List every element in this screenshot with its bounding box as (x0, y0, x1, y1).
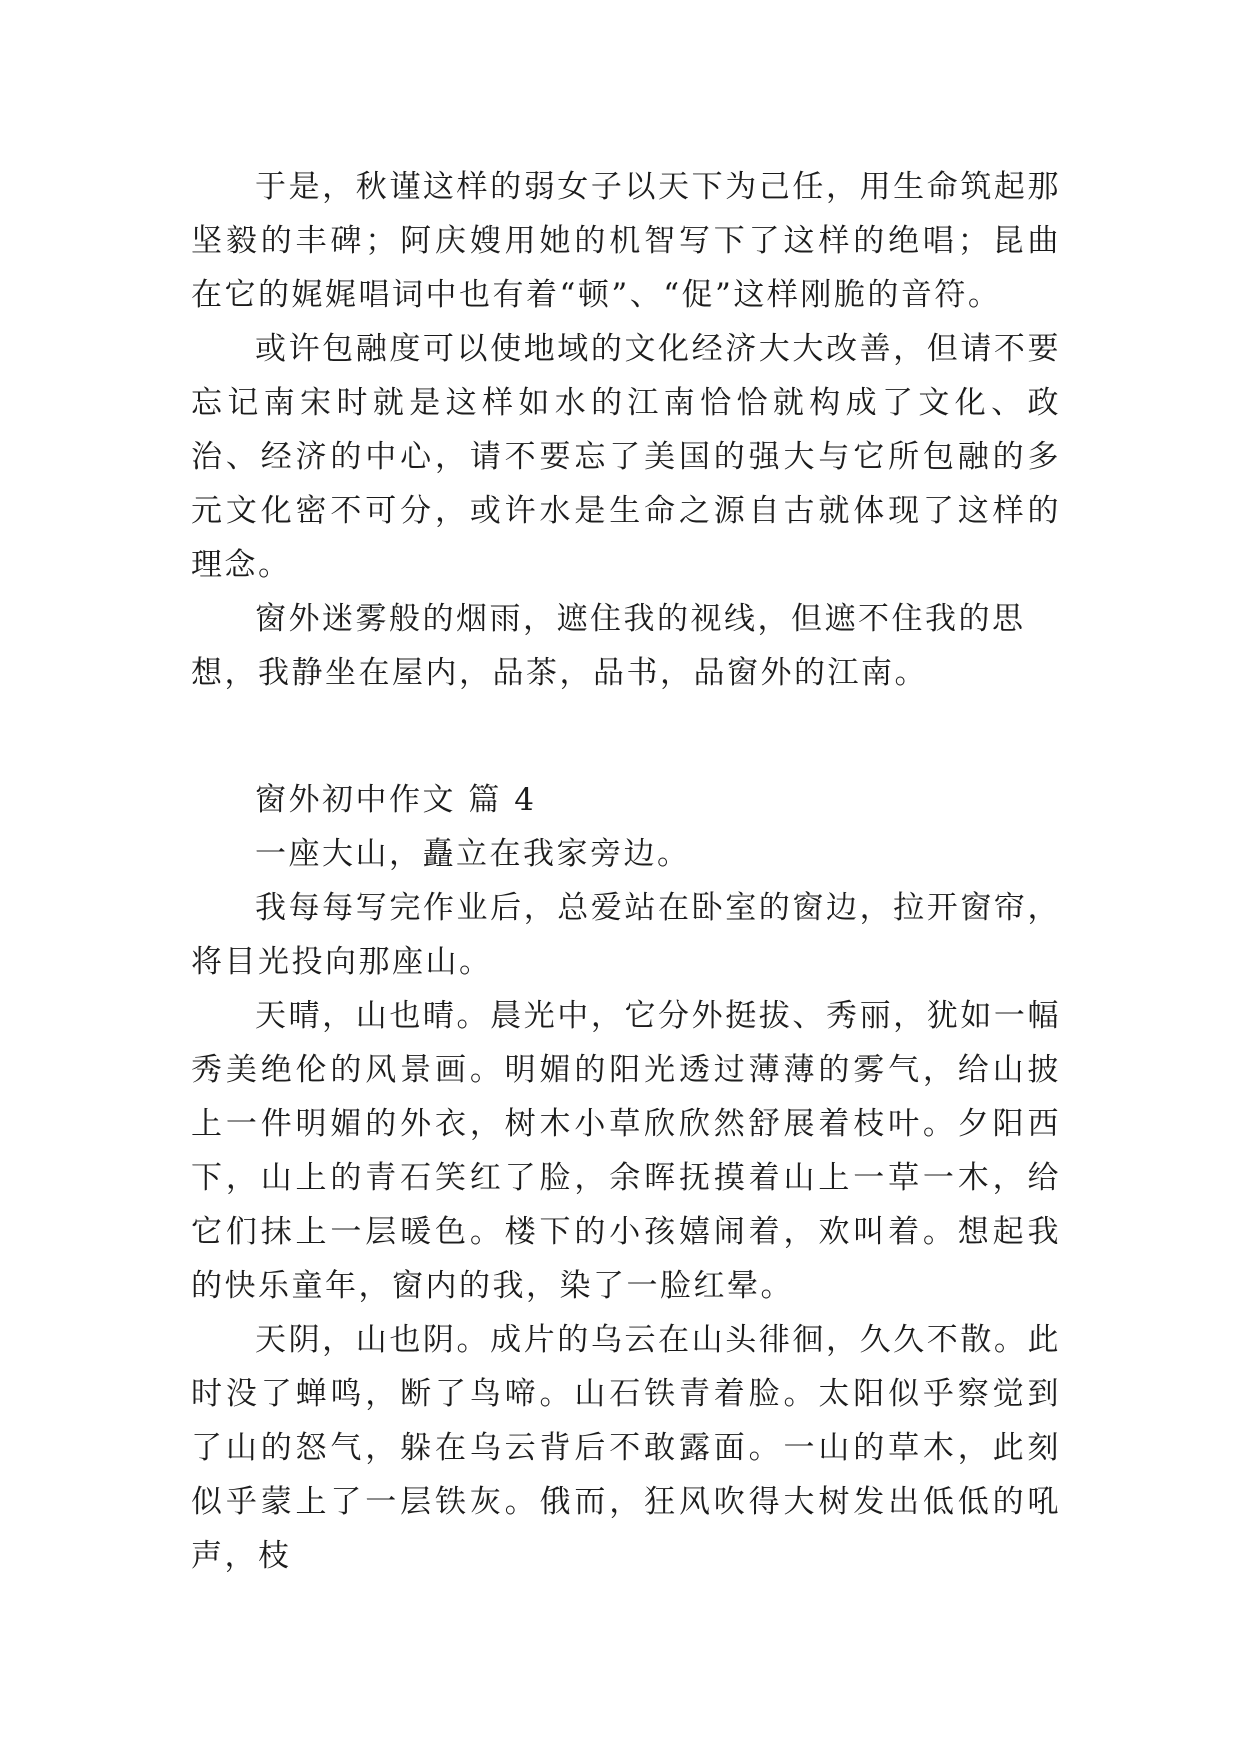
section-title: 窗外初中作文 篇 4 (255, 782, 537, 818)
document-body (191, 160, 1061, 1583)
paragraph: 于是，秋谨这样的弱女子以天下为己任，用生命筑起那坚毅的丰碑；阿庆嫂用她的机智写下了这样的绝唱；昆曲在它的娓娓唱词中也有着“顿”、“促”这样刚脆的音符。 (191, 169, 1061, 313)
paragraph: 窗外迷雾般的烟雨，遮住我的视线，但遮不住我的思想，我静坐在屋内，品茶，品书，品窗外的江南。 (191, 601, 1026, 691)
paragraph: 一座大山，矗立在我家旁边。 (255, 836, 691, 872)
section-spacer (191, 700, 1061, 773)
paragraph: 我每每写完作业后，总爱站在卧室的窗边，拉开窗帘，将目光投向那座山。 (191, 890, 1061, 980)
paragraph: 天阴，山也阴。成片的乌云在山头徘徊，久久不散。此时没了蝉鸣，断了鸟啼。山石铁青着脸。太阳似乎察觉到了山的怒气，躲在乌云背后不敢露面。一山的草木，此刻似乎蒙上了一层铁灰。俄而，狂风吹得大树发出低低的吼声，枝 (191, 1322, 1061, 1574)
paragraph: 天晴，山也晴。晨光中，它分外挺拔、秀丽，犹如一幅秀美绝伦的风景画。明媚的阳光透过薄薄的雾气，给山披上一件明媚的外衣，树木小草欣欣然舒展着枝叶。夕阳西下，山上的青石笑红了脸，余晖抚摸着山上一草一木，给它们抹上一层暖色。楼下的小孩嬉闹着，欢叫着。想起我的快乐童年，窗内的我，染了一脸红晕。 (191, 998, 1061, 1304)
paragraph: 或许包融度可以使地域的文化经济大大改善，但请不要忘记南宋时就是这样如水的江南恰恰就构成了文化、政治、经济的中心，请不要忘了美国的强大与它所包融的多元文化密不可分，或许水是生命之源自古就体现了这样的理念。 (191, 331, 1061, 583)
